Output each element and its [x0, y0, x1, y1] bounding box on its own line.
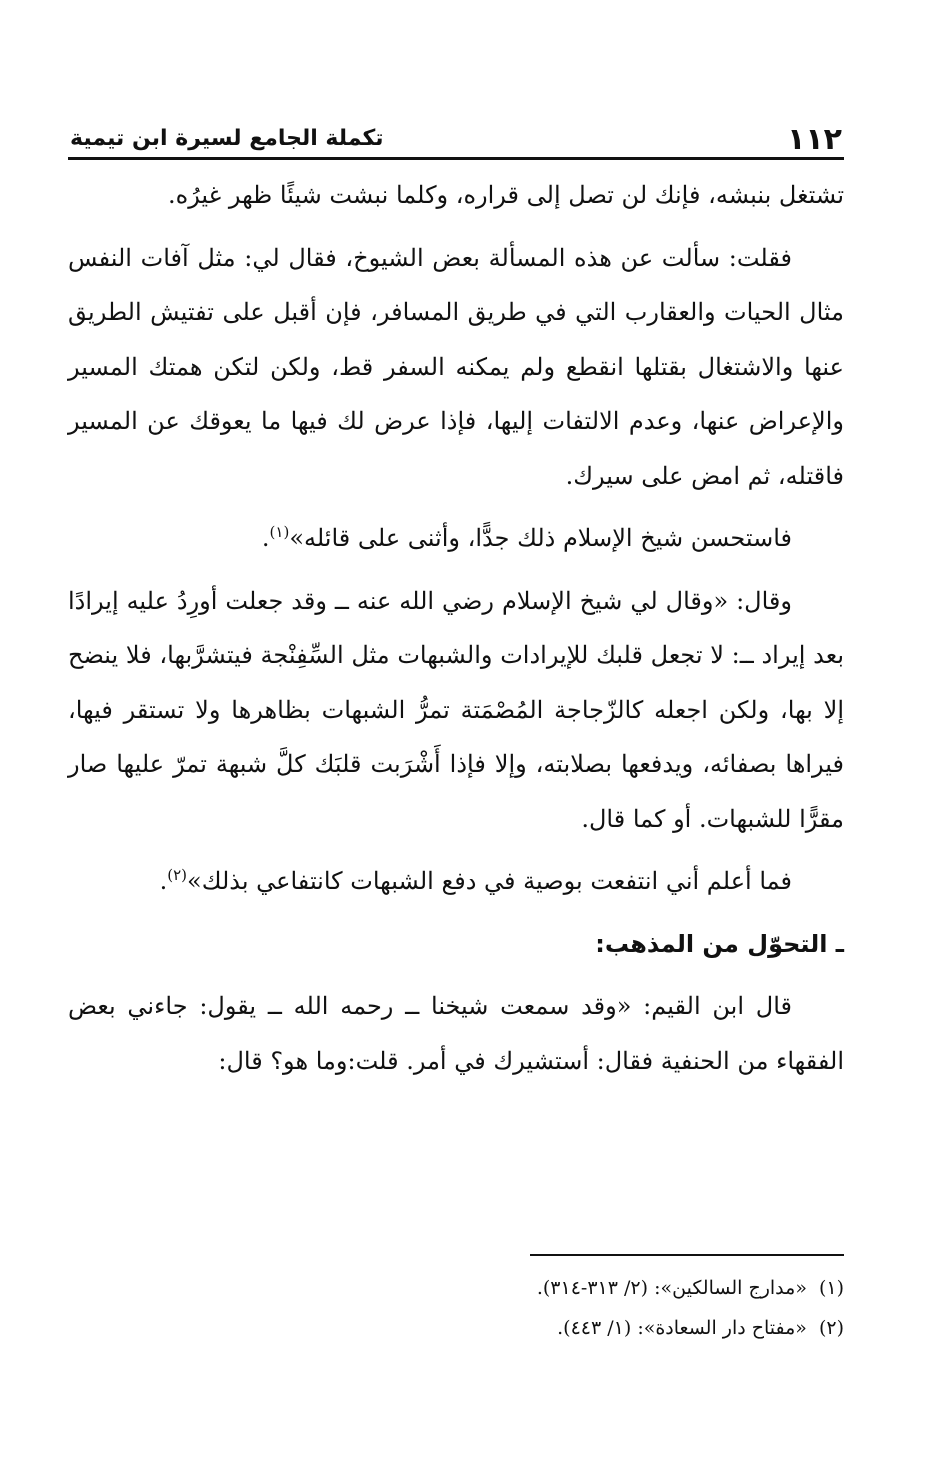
footnote-divider — [530, 1254, 844, 1256]
main-text — [68, 168, 844, 1096]
page-header — [68, 118, 844, 158]
paragraph-4: وقال: «وقال لي شيخ الإسلام رضي الله عنه ــ وقد جعلت أورِدُ عليه إيرادًا بعد إيراد ــ: لا تجعل قلبك للإيرادات والشبهات مثل السِّفِنْجة فيتشرَّبها، فلا ينضح إلا بها، ولكن اجعله كالزّجاجة المُصْمَتة تمرُّ الشبهات بظاهرها ولا تستقر فيها، فيراها بصفائه، ويدفعها بصلابته، وإلا فإذا أَشْرَبت قلبَك كلَّ شبهة تمرّ عليها صار مقرًّا للشبهات. أو كما قال. — [68, 586, 844, 833]
footnote-text: «مفتاح دار السعادة»: (١/ ٤٤٣). — [557, 1317, 807, 1339]
footnote-1 — [68, 1268, 844, 1308]
footnote-number: (٢) — [818, 1317, 844, 1339]
paragraph-5 — [68, 854, 844, 909]
section-heading: ـ التحوّل من المذهب: — [595, 929, 844, 958]
paragraph-3-text: فاستحسن شيخ الإسلام ذلك جدًّا، وأثنى على قائله» — [289, 524, 792, 552]
page-number: ١١٢ — [787, 122, 842, 157]
footnote-number: (١) — [818, 1277, 844, 1299]
paragraph-5-end: . — [159, 867, 168, 895]
running-title: تكملة الجامع لسيرة ابن تيمية — [70, 126, 384, 151]
paragraph-1: تشتغل بنبشه، فإنك لن تصل إلى قراره، وكلما نبشت شيئًا ظهر غيرُه. — [167, 181, 844, 209]
footnote-text: «مدارج السالكين»: (٢/ ٣١٣-٣١٤). — [536, 1277, 807, 1299]
paragraph-2: فقلت: سألت عن هذه المسألة بعض الشيوخ، فقال لي: مثل آفات النفس مثال الحيات والعقارب التي في طريق المسافر، فإن أقبل على تفتيش الطريق عنها والاشتغال بقتلها انقطع ولم يمكنه السفر قط، ولكن لتكن همتك المسير والإعراض عنها، وعدم الالتفات إليها، فإذا عرض لك فيها ما يعوقك عن المسير فاقتله، ثم امض على سيرك. — [68, 243, 844, 490]
paragraph-3-end: . — [261, 524, 270, 552]
paragraph-5-text: فما أعلم أني انتفعت بوصية في دفع الشبهات كانتفاعي بذلك» — [187, 867, 792, 895]
paragraph-3 — [68, 511, 844, 566]
footnote-ref-1: (١) — [269, 523, 290, 541]
footnote-2 — [68, 1308, 844, 1348]
paragraph-6: قال ابن القيم: «وقد سمعت شيخنا ــ رحمه الله ــ يقول: جاءني بعض الفقهاء من الحنفية فقال: أستشيرك في أمر. قلت:وما هو؟ قال: — [68, 992, 844, 1075]
footnotes — [68, 1268, 844, 1348]
header-divider — [68, 157, 844, 160]
footnote-ref-2: (٢) — [167, 866, 188, 884]
